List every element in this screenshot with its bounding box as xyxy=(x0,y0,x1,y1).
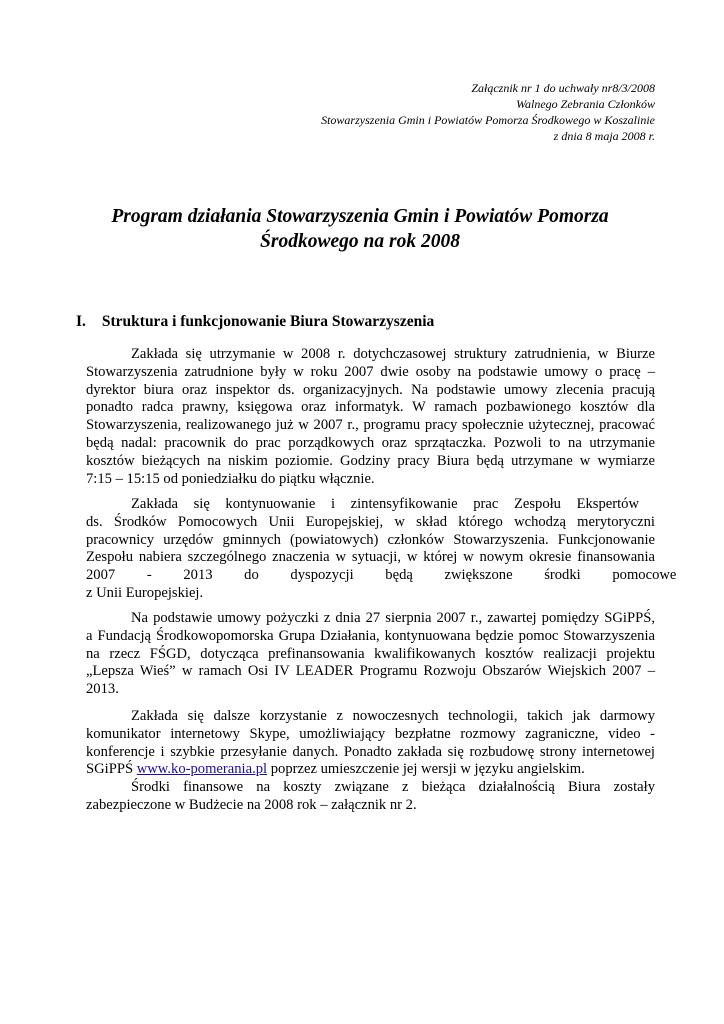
paragraph-line: ds. Środków Pomocowych Unii Europejskiej, w skład którego wchodzą merytoryczni xyxy=(86,513,655,530)
paragraph-line xyxy=(86,761,655,779)
website-link[interactable]: www.ko-pomerania.pl xyxy=(136,761,268,778)
paragraph-line: „Lepsza Wieś” w ramach Osi IV LEADER Programu Rozwoju Obszarów Wiejskich 2007 – xyxy=(86,663,655,680)
paragraph-line: Środki finansowe na koszty związane z bieżąca działalnością Biura zostały xyxy=(131,779,655,795)
paragraph-line: Zespołu nabiera szczególnego znaczenia w sytuacji, w której w nowym okresie finansowania xyxy=(86,549,655,566)
attachment-line-1: Załącznik nr 1 do uchwały nr8/3/2008 xyxy=(471,81,655,95)
paragraph-line: 7:15 – 15:15 od poniedziałku do piątku włącznie. xyxy=(86,470,375,487)
paragraph-text: SGiPPŚ xyxy=(86,761,137,778)
paragraph-2 xyxy=(86,496,677,603)
paragraph-line: konferencje i szybkie przesyłanie danych. Ponadto zakłada się rozbudowę strony internetowej xyxy=(86,743,655,760)
paragraph-line: Na podstawie umowy pożyczki z dnia 27 sierpnia 2007 r., zawartej pomiędzy SGiPPŚ, xyxy=(131,610,655,626)
paragraph-line: pracownicy urzędów gminnych (powiatowych) członków Stowarzyszenia. Funkcjonowanie xyxy=(86,531,655,548)
section-heading xyxy=(76,312,434,332)
attachment-line-4: z dnia 8 maja 2008 r. xyxy=(553,129,655,143)
paragraph-line: na rzecz FŚGD, dotycząca prefinansowania kwalifikowanych kosztów realizacji projektu xyxy=(86,645,655,662)
title-line-2: Środkowego na rok 2008 xyxy=(260,231,460,252)
attachment-line-2: Walnego Zebrania Członków xyxy=(516,97,655,111)
document-title xyxy=(80,204,640,254)
paragraph-line: komunikator internetowy Skype, umożliwiający bezpłatne rozmowy zagraniczne, video - xyxy=(86,725,655,742)
attachment-line-3: Stowarzyszenia Gmin i Powiatów Pomorza Środkowego w Koszalinie xyxy=(321,113,655,127)
paragraph-line: dyrektor biura oraz inspektor ds. organizacyjnych. Na podstawie umowy zlecenia pracują xyxy=(86,381,655,398)
paragraph-line: 2007 - 2013 do dyspozycji będą zwiększone środki pomocowe xyxy=(86,567,677,584)
paragraph-line: a Fundacją Środkowopomorska Grupa Działania, kontynuowana będzie pomoc Stowarzyszenia xyxy=(86,627,655,644)
section-number: I. xyxy=(76,313,86,330)
paragraph-line: zabezpieczone w Budżecie na 2008 rok – załącznik nr 2. xyxy=(86,796,417,813)
paragraph-line: ponadto radca prawny, księgowa oraz informatyk. W ramach pozbawionego kosztów dla xyxy=(86,399,655,416)
paragraph-line: Stowarzyszenia zatrudnione były w roku 2007 dwie osoby na podstawie umowy o pracę – xyxy=(86,363,655,380)
paragraph-text: poprzez umieszczenie jej wersji w języku angielskim. xyxy=(267,761,585,778)
paragraph-line: Zakłada się utrzymanie w 2008 r. dotychczasowej struktury zatrudnienia, w Biurze xyxy=(131,346,655,362)
paragraph-line: 2013. xyxy=(86,681,119,698)
title-line-1: Program działania Stowarzyszenia Gmin i Powiatów Pomorza xyxy=(111,206,609,227)
paragraph-line: Zakłada się dalsze korzystanie z nowoczesnych technologii, takich jak darmowy xyxy=(131,708,655,724)
paragraph-3 xyxy=(86,610,655,699)
section-title: Struktura i funkcjonowanie Biura Stowarzyszenia xyxy=(101,313,435,330)
paragraph-line: Stowarzyszenia, realizowanego już w 2007 r., programu pracy społecznie użytecznej, pracować xyxy=(86,417,655,434)
paragraph-5 xyxy=(86,779,655,815)
paragraph-line: z Unii Europejskiej. xyxy=(86,584,204,601)
paragraph-line: Zakłada się kontynuowanie i zintensyfikowanie prac Zespołu Ekspertów xyxy=(131,496,639,512)
paragraph-1 xyxy=(86,346,655,488)
paragraph-line: będą nadal: pracownik do prac porządkowych oraz sprzątaczka. Pozwoli to na utrzymanie xyxy=(86,434,655,451)
paragraph-line: kosztów bieżących na niskim poziomie. Godziny pracy Biura będą utrzymane w wymiarze xyxy=(86,452,655,469)
attachment-header xyxy=(255,80,655,144)
paragraph-4 xyxy=(86,708,655,779)
